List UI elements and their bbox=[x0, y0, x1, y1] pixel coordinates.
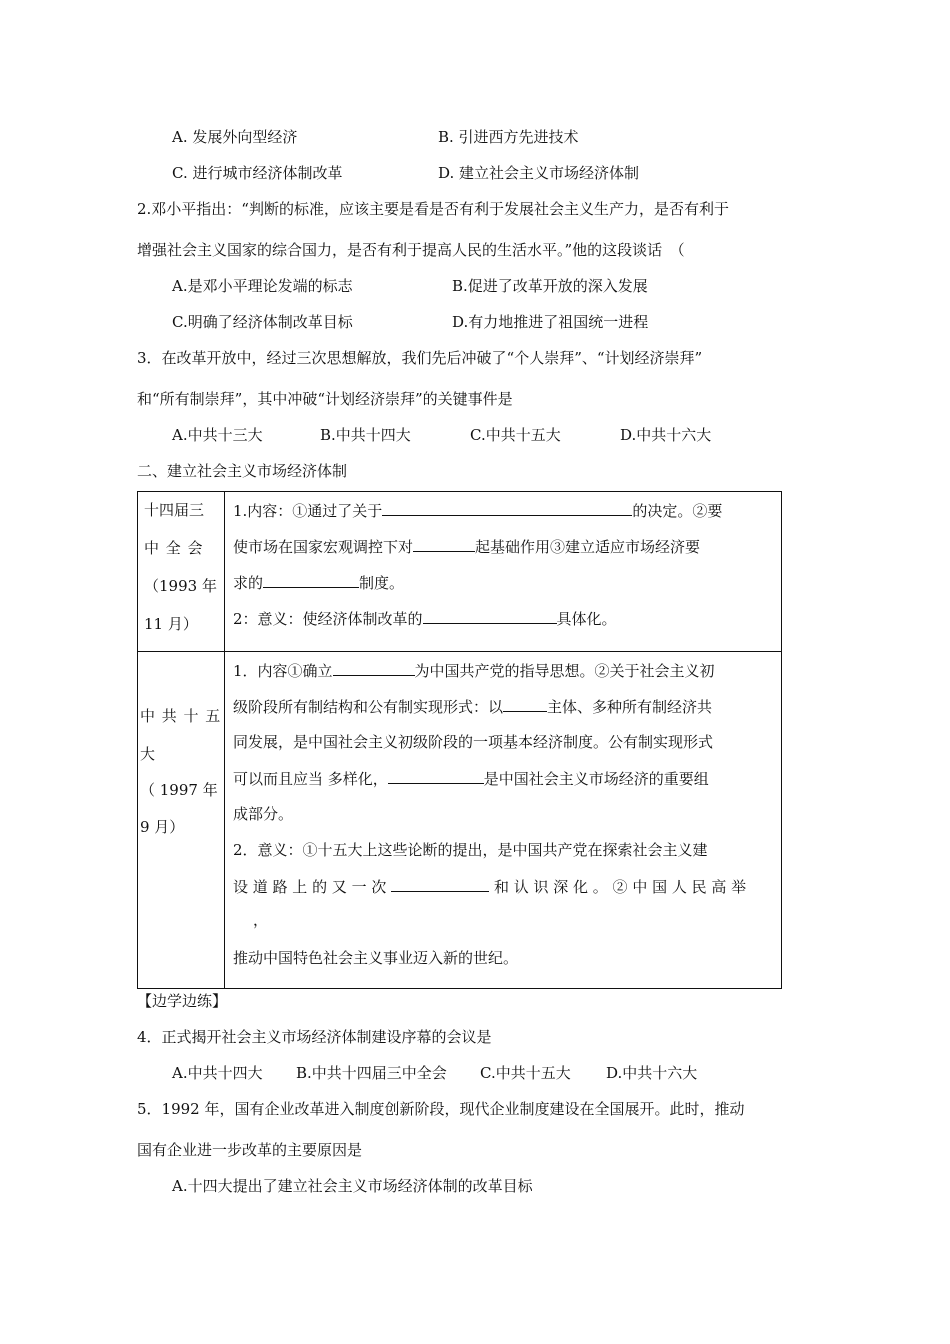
row2-content-line-3: 同发展，是中国社会主义初级阶段的一项基本经济制度。公有制实现形式 bbox=[233, 733, 714, 751]
row1-heading-cell bbox=[138, 492, 225, 652]
row2-content-line-9: 推动中国特色社会主义事业迈入新的世纪。 bbox=[233, 949, 519, 967]
q5-stem-line-2: 国有企业进一步改革的主要原因是 bbox=[137, 1141, 363, 1159]
fill-blank[interactable] bbox=[388, 768, 484, 784]
q3-stem-line-1: 3．在改革开放中，经过三次思想解放，我们先后冲破了“个人崇拜”、“计划经济崇拜” bbox=[137, 349, 703, 367]
row2-content-line-4: 可以而且应当 多样化， 是中国社会主义市场经济的重要组 bbox=[233, 770, 709, 788]
row2-heading-line-1: 中 共 十 五 bbox=[140, 707, 222, 725]
q4-stem: 4．正式揭开社会主义市场经济体制建设序幕的会议是 bbox=[137, 1028, 492, 1046]
q3-option-b: B.中共十四大 bbox=[320, 426, 411, 444]
row1-content-line-3: 求的 制度。 bbox=[233, 574, 405, 592]
row1-content-cell bbox=[225, 492, 782, 652]
practice-title: 【边学边练】 bbox=[137, 992, 228, 1010]
table-row bbox=[138, 492, 782, 652]
row1-content-line-1: 1.内容：①通过了关于 的决定。②要 bbox=[233, 502, 723, 520]
row2-content-line-7: 设 道 路 上 的 又 一 次 和 认 识 深 化 。 ② 中 国 人 民 高 举 bbox=[233, 878, 747, 896]
q2-option-d: D.有力地推进了祖国统一进程 bbox=[452, 313, 649, 331]
row2-content-line-6: 2．意义：①十五大上这些论断的提出，是中国共产党在探索社会主义建 bbox=[233, 841, 708, 859]
row2-content-line-8: ， bbox=[253, 911, 269, 929]
q1-option-b: B. 引进西方先进技术 bbox=[438, 128, 579, 146]
q1-option-c: C. 进行城市经济体制改革 bbox=[172, 164, 343, 182]
section-title: 二、建立社会主义市场经济体制 bbox=[137, 462, 348, 480]
q2-option-b: B.促进了改革开放的深入发展 bbox=[452, 277, 648, 295]
q2-option-a: A.是邓小平理论发端的标志 bbox=[172, 277, 353, 295]
q5-stem-line-1: 5．1992 年，国有企业改革进入制度创新阶段，现代企业制度建设在全国展开。此时，推动 bbox=[137, 1100, 745, 1118]
q5-option-a: A.十四大提出了建立社会主义市场经济体制的改革目标 bbox=[172, 1177, 533, 1195]
row2-content-cell bbox=[225, 652, 782, 989]
row1-heading-line-1: 十四届三 bbox=[144, 501, 205, 519]
q1-option-d: D. 建立社会主义市场经济体制 bbox=[438, 164, 640, 182]
q4-option-a: A.中共十四大 bbox=[172, 1064, 263, 1082]
fill-blank[interactable] bbox=[382, 500, 632, 516]
row2-heading-line-3: （ 1997 年 bbox=[140, 781, 218, 799]
row1-heading-line-4: 11 月） bbox=[144, 615, 198, 633]
row2-heading-line-4: 9 月） bbox=[140, 818, 185, 836]
q2-stem-line-2: 增强社会主义国家的综合国力，是否有利于提高人民的生活水平。”他的这段谈话 （ bbox=[137, 241, 685, 259]
q2-option-c: C.明确了经济体制改革目标 bbox=[172, 313, 353, 331]
row1-content-line-4: 2：意义：使经济体制改革的 具体化。 bbox=[233, 610, 617, 628]
q4-option-b: B.中共十四届三中全会 bbox=[296, 1064, 447, 1082]
q3-stem-line-2: 和“所有制崇拜”，其中冲破“计划经济崇拜”的关键事件是 bbox=[137, 390, 513, 408]
q3-option-a: A.中共十三大 bbox=[172, 426, 263, 444]
q3-option-d: D.中共十六大 bbox=[620, 426, 712, 444]
fill-blank[interactable] bbox=[423, 608, 557, 624]
fill-blank[interactable] bbox=[391, 876, 489, 892]
q4-option-c: C.中共十五大 bbox=[480, 1064, 571, 1082]
row2-heading-cell bbox=[138, 652, 225, 989]
row2-content-line-2: 级阶段所有制结构和公有制实现形式：以 主体、多种所有制经济共 bbox=[233, 698, 713, 716]
q2-stem-line-1: 2.邓小平指出：“判断的标准，应该主要是看是否有利于发展社会主义生产力，是否有利于 bbox=[137, 200, 729, 218]
table-row bbox=[138, 652, 782, 989]
q3-option-c: C.中共十五大 bbox=[470, 426, 561, 444]
row2-content-line-1: 1．内容①确立 为中国共产党的指导思想。②关于社会主义初 bbox=[233, 662, 715, 680]
row1-heading-line-3: （1993 年 bbox=[144, 577, 217, 595]
fill-blank[interactable] bbox=[503, 696, 547, 712]
fill-blank[interactable] bbox=[263, 572, 359, 588]
fill-blank[interactable] bbox=[333, 660, 415, 676]
row2-heading-line-2: 大 bbox=[140, 745, 156, 763]
row2-content-line-5: 成部分。 bbox=[233, 805, 294, 823]
fill-blank[interactable] bbox=[413, 536, 475, 552]
row1-heading-line-2: 中 全 会 bbox=[144, 539, 204, 557]
q1-option-a: A. 发展外向型经济 bbox=[172, 128, 298, 146]
row1-content-line-2: 使市场在国家宏观调控下对 起基础作用③建立适应市场经济要 bbox=[233, 538, 701, 556]
q4-option-d: D.中共十六大 bbox=[606, 1064, 698, 1082]
summary-table bbox=[137, 491, 782, 989]
